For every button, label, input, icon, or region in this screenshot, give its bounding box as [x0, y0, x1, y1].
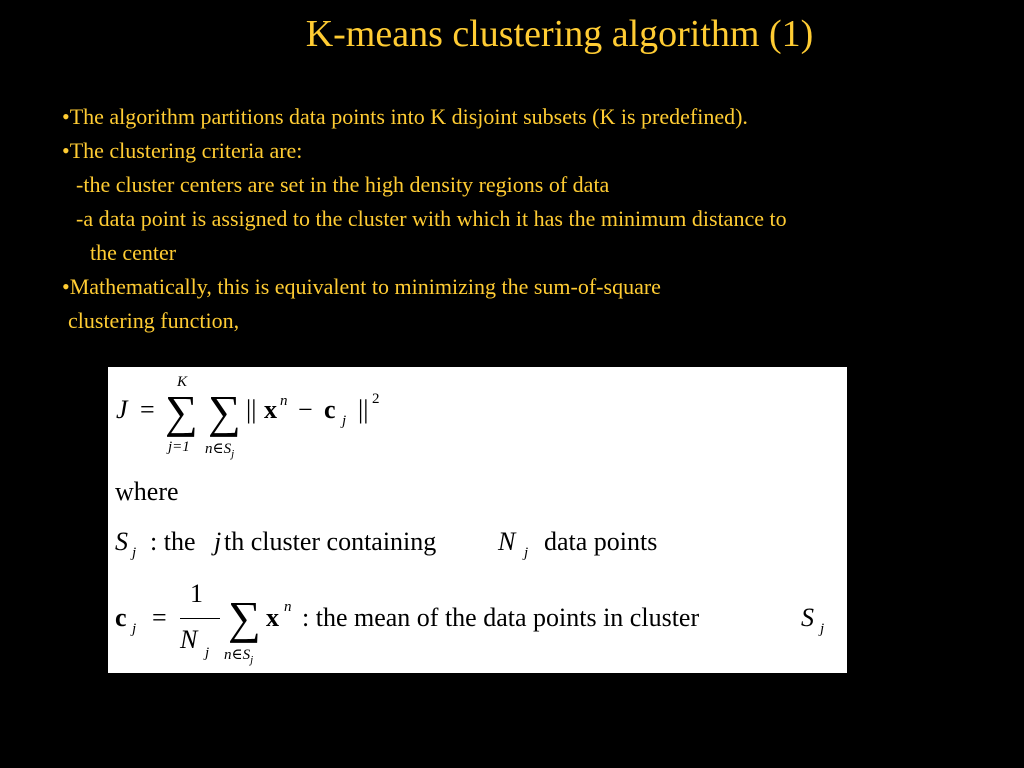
formula-text: th cluster containing	[224, 527, 437, 556]
vector-x: x	[264, 395, 277, 424]
superscript: 2	[372, 391, 380, 407]
bullet-line: the center	[90, 240, 177, 265]
subscript: j	[205, 645, 210, 661]
formula-text: : the mean of the data points in cluster	[302, 603, 700, 632]
subscript: j	[132, 621, 137, 637]
superscript: n	[284, 599, 292, 615]
norm-bar: ||	[358, 395, 369, 424]
sum-lower-limit: $n\in S_j$	[224, 647, 254, 666]
subscript: j	[342, 413, 347, 429]
vector-x: x	[266, 603, 279, 632]
sum-symbol: ∑	[208, 386, 241, 437]
fraction-denominator: N	[180, 625, 198, 654]
count-N: N	[498, 527, 516, 556]
bullet-line: clustering function,	[68, 308, 240, 333]
formula-text: : the	[150, 527, 196, 556]
sum-upper-limit: K	[177, 374, 188, 390]
minus-sign: −	[298, 395, 313, 424]
sum-symbol: ∑	[228, 592, 261, 643]
formula-text: data points	[544, 527, 658, 556]
vector-c: c	[115, 603, 127, 632]
bullet-list	[62, 100, 787, 338]
bullet-line: -a data point is assigned to the cluster with which it has the minimum distance to	[76, 206, 787, 231]
subscript: j	[820, 621, 825, 637]
bullet-line: •Mathematically, this is equivalent to minimizing the sum-of-square	[62, 274, 661, 299]
formula-box	[108, 367, 847, 673]
sum-lower-limit: $n\in S_j$	[205, 441, 235, 460]
formula-equals: =	[140, 395, 155, 424]
set-S: S	[801, 603, 814, 632]
bullet-line: •The clustering criteria are:	[62, 138, 303, 163]
vector-c: c	[324, 395, 336, 424]
formula-J: J	[116, 395, 128, 424]
superscript: n	[280, 393, 288, 409]
subscript: j	[132, 545, 137, 561]
slide-title: K-means clustering algorithm (1)	[305, 13, 814, 55]
fraction-numerator: 1	[190, 579, 203, 608]
sum-symbol: ∑	[165, 386, 198, 437]
norm-bar: ||	[246, 395, 257, 424]
fraction-bar	[180, 618, 220, 619]
bullet-line: •The algorithm partitions data points into K disjoint subsets (K is predefined).	[62, 104, 748, 129]
formula-equals: =	[152, 603, 167, 632]
set-S: S	[115, 527, 128, 556]
formula-text: j	[214, 527, 222, 556]
subscript: j	[524, 545, 529, 561]
sum-lower-limit: j=1	[168, 439, 190, 455]
bullet-line: -the cluster centers are set in the high density regions of data	[76, 172, 610, 197]
where-label: where	[115, 477, 179, 506]
